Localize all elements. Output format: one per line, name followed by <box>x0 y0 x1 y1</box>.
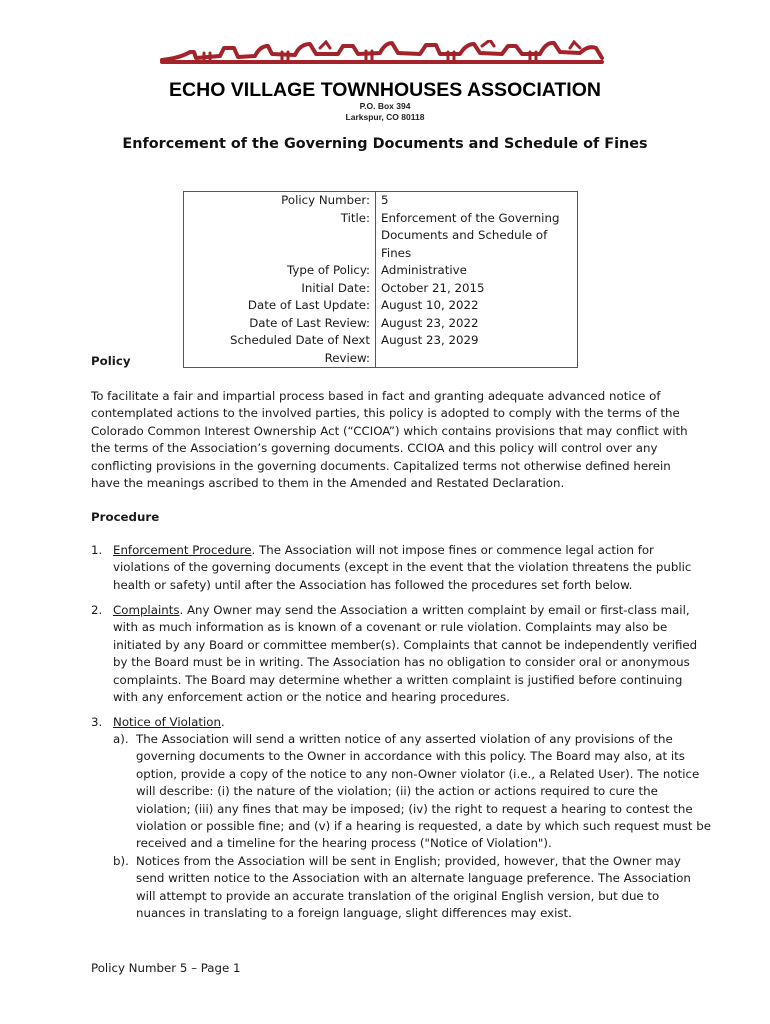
organization-name: ECHO VILLAGE TOWNHOUSES ASSOCIATION <box>169 79 601 101</box>
item-title: Complaints <box>113 603 180 617</box>
table-row <box>184 262 578 280</box>
text-line: violations of the governing documents (except in the event that the violation threatens the public <box>113 560 692 575</box>
text-line: option, provide a copy of the notice to any non-Owner violator (i.e., a Related User). The notice <box>136 766 700 781</box>
item-body <box>113 542 693 594</box>
sub-item-body <box>136 853 696 923</box>
village-rooftops-logo <box>160 40 605 70</box>
text-line: with any enforcement action or the notice and hearing procedures. <box>113 690 510 705</box>
text-line: governing documents to the Owner in accordance with this policy. The Board may also, at its <box>136 749 685 764</box>
text-line: send written notice to the Association with an alternate language preference. The Association <box>136 871 691 886</box>
text-line <box>113 542 693 559</box>
item-first-line: . The Association will not impose fines or commence legal action for <box>251 543 654 557</box>
meta-key: Scheduled Date of Next Review: <box>184 332 376 368</box>
text-line: conflicting provisions in the governing documents. Capitalized terms not otherwise defined herein <box>91 458 671 473</box>
text-line: violation; (iii) any fines that may be imposed; (iv) the right to request a hearing to contest the <box>136 801 693 816</box>
text-line: by the Board must be in writing. The Association has no obligation to consider oral or anonymous <box>113 655 690 670</box>
text-line: the terms of the Association’s governing documents. CCIOA and this policy will control over any <box>91 441 658 456</box>
city-line: Larkspur, CO 80118 <box>345 112 425 122</box>
sub-item-body <box>136 731 712 853</box>
meta-value-line: Documents and Schedule of Fines <box>381 228 548 260</box>
text-line: Colorado Common Interest Ownership Act (“CCIOA”) which contains provisions that may conflict with <box>91 423 688 438</box>
text-line: have the meanings ascribed to them in the Amended and Restated Declaration. <box>91 476 565 491</box>
text-line: To facilitate a fair and impartial process based in fact and granting adequate advanced notice of <box>91 389 661 403</box>
meta-key: Title: <box>184 210 376 263</box>
table-row <box>184 210 578 263</box>
text-line: initiated by any Board or committee member(s). Complaints that cannot be independently verified <box>113 637 698 652</box>
text-line: violation or possible fine; and (v) if a hearing is requested, a date by which such request must be <box>136 819 712 834</box>
text-line: will describe: (i) the nature of the violation; (ii) the action or actions required to cure the <box>136 784 658 799</box>
sub-item-label: b). <box>113 854 129 868</box>
text-line: with as much information as is known of a covenant or rule violation. Complaints may also be <box>113 620 668 635</box>
procedure-heading: Procedure <box>91 510 160 524</box>
table-row <box>184 280 578 298</box>
policy-metadata-table <box>183 191 578 368</box>
text-line: received and a timeline for the hearing process ("Notice of Violation"). <box>136 836 552 851</box>
meta-key: Date of Last Update: <box>184 297 376 315</box>
meta-value: August 23, 2022 <box>376 315 578 333</box>
meta-value <box>376 210 578 263</box>
item-title: Notice of Violation <box>113 715 221 729</box>
text-line: complaints. The Board may determine whether a written complaint is justified before continuing <box>113 672 683 687</box>
table-row <box>184 332 578 368</box>
text-line: Notices from the Association will be sent in English; provided, however, that the Owner may <box>136 854 681 868</box>
meta-key: Type of Policy: <box>184 262 376 280</box>
text-line: nuances in translating to a foreign language, slight differences may exist. <box>136 906 572 921</box>
item-title: Enforcement Procedure <box>113 543 252 557</box>
text-line: contemplated actions to the involved parties, this policy is adopted to comply with the terms of the <box>91 406 680 421</box>
text-line <box>113 602 693 619</box>
table-row <box>184 192 578 210</box>
text-line: The Association will send a written notice of any asserted violation of any provisions of the <box>136 732 673 746</box>
meta-value-line: Enforcement of the Governing <box>381 210 560 225</box>
item-body <box>113 602 698 706</box>
item-number: 3. <box>91 715 103 729</box>
item-first-line: . <box>220 715 225 729</box>
meta-value: October 21, 2015 <box>376 280 578 298</box>
table-row <box>184 315 578 333</box>
item-body <box>113 714 693 731</box>
text-line <box>113 714 693 731</box>
table-row <box>184 297 578 315</box>
policy-heading: Policy <box>91 354 131 368</box>
po-box: P.O. Box 394 <box>359 101 411 111</box>
item-first-line: . Any Owner may send the Association a written complaint by email or first-class mail, <box>179 603 690 617</box>
meta-value: August 23, 2029 <box>376 332 578 368</box>
sub-item-label: a). <box>113 732 129 746</box>
item-number: 2. <box>91 603 103 617</box>
meta-key: Policy Number: <box>184 192 376 210</box>
meta-value: 5 <box>376 192 578 210</box>
policy-paragraph <box>91 388 691 492</box>
meta-key: Initial Date: <box>184 280 376 298</box>
meta-value: Administrative <box>376 262 578 280</box>
meta-value: August 10, 2022 <box>376 297 578 315</box>
text-line: health or safety) until after the Association has followed the procedures set forth below. <box>113 577 633 592</box>
document-title: Enforcement of the Governing Documents and Schedule of Fines <box>122 136 648 152</box>
meta-key: Date of Last Review: <box>184 315 376 333</box>
item-number: 1. <box>91 543 103 557</box>
text-line: will attempt to provide an accurate translation of the original English version, but due to <box>136 888 660 903</box>
page-footer: Policy Number 5 – Page 1 <box>91 961 241 975</box>
